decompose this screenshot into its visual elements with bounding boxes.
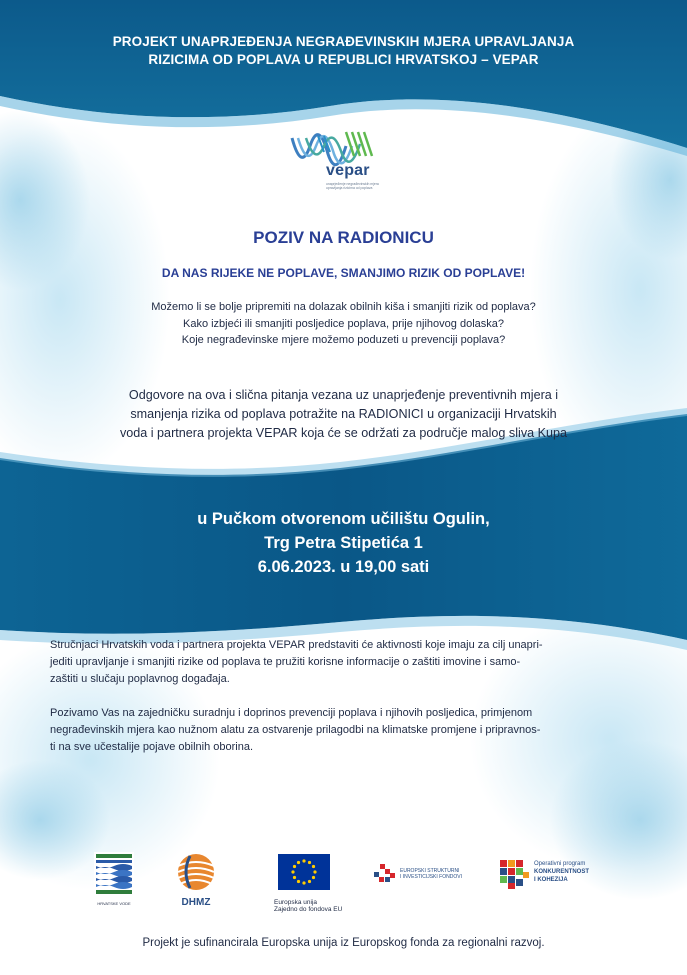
dhmz-globe-icon	[172, 852, 220, 892]
paragraph-2-line-3: ti na sve učestalije pojave obilnih oborina.	[50, 741, 254, 753]
questions-block	[0, 299, 687, 349]
dhmz-logo	[172, 852, 222, 908]
question-2: Kako izbjeći ili smanjiti posljedice poplava, prije njihovog dolaska?	[182, 317, 504, 330]
vepar-logo	[288, 126, 400, 206]
esif-checker-icon	[374, 864, 396, 886]
project-title-line-2: RIZICIMA OD POPLAVA U REPUBLICI HRVATSKOJ – VEPAR	[148, 52, 539, 67]
intro-line-3: voda i partnera projekta VEPAR koja će se održati za područje malog sliva Kupa	[119, 426, 568, 440]
paragraph-1-line-1: Stručnjaci Hrvatskih voda i partnera projekta VEPAR predstaviti će aktivnosti koje imaju za cilj unapri-	[50, 639, 543, 651]
event-datetime: 6.06.2023. u 19,00 sati	[257, 558, 430, 576]
eu-flag-icon	[278, 854, 330, 890]
project-title	[40, 33, 647, 69]
paragraph-2-line-2: negrađevinskih mjera kao nužnom alatu za ostvarenje prilagodbi na klimatske promjene i pripravnos-	[50, 724, 541, 736]
body-paragraph-2	[50, 705, 637, 756]
eu-label-line-2: Zajedno do fondova EU	[274, 906, 343, 913]
op-kik-line-2: KONKURENTNOST	[534, 869, 589, 875]
op-kik-mosaic-icon	[500, 860, 530, 890]
question-3: Koje negrađevinske mjere možemo poduzeti u prevenciji poplava?	[181, 334, 506, 346]
paragraph-1-line-3: zaštiti u slučaju poplavnog događaja.	[50, 673, 230, 685]
eu-logo	[274, 854, 354, 920]
invitation-subtitle: DA NAS RIJEKE NE POPLAVE, SMANJIMO RIZIK OD POPLAVE!	[161, 266, 526, 280]
esif-label-line-2: I INVESTICIJSKI FONDOVI	[400, 874, 462, 880]
dhmz-label: DHMZ	[181, 897, 211, 908]
body-paragraph-1	[50, 637, 637, 688]
hrvatske-vode-icon	[94, 852, 134, 896]
esif-label-line-1: EUROPSKI STRUKTURNI	[400, 868, 460, 874]
paragraph-2-line-1: Pozivamo Vas na zajedničku suradnju i doprinos prevenciji poplava i njihovih posljedica, primjenom	[50, 707, 533, 719]
partner-logos	[0, 848, 687, 928]
intro-paragraph	[0, 386, 687, 443]
paragraph-1-line-2: jediti upravljanje i smanjiti rizike od poplava te pružiti korisne informacije o zaštiti imovine i samo-	[50, 656, 521, 668]
event-venue: u Pučkom otvorenom učilištu Ogulin,	[197, 510, 490, 528]
event-details	[0, 507, 687, 579]
invitation-title: POZIV NA RADIONICU	[253, 228, 434, 247]
project-title-line-1: PROJEKT UNAPRJEĐENJA NEGRAĐEVINSKIH MJERA UPRAVLJANJA	[112, 34, 575, 49]
hrvatske-vode-label: HRVATSKE VODE	[97, 901, 131, 906]
op-kik-line-1: Operativni program	[534, 861, 586, 867]
eu-label-line-1: Europska unija	[274, 899, 317, 906]
op-kik-line-3: I KOHEZIJA	[534, 877, 568, 883]
op-kik-logo	[500, 858, 610, 898]
intro-line-1: Odgovore na ova i slična pitanja vezana uz unaprjeđenje preventivnih mjera i	[128, 388, 559, 402]
vepar-wordmark: vepar	[326, 162, 370, 179]
esif-logo	[374, 862, 470, 892]
hrvatske-vode-logo	[94, 852, 134, 904]
question-1: Možemo li se bolje pripremiti na dolazak obilnih kiša i smanjiti rizik od poplava?	[151, 301, 536, 313]
footer-cofinancing: Projekt je sufinancirala Europska unija iz Europskog fonda za regionalni razvoj.	[142, 937, 545, 949]
intro-line-2: smanjenja rizika od poplava potražite na RADIONICI u organizaciji Hrvatskih	[130, 407, 557, 421]
vepar-tagline: unaprjeđenje negrađevinskih mjera upravljanja rizicima od poplava	[326, 182, 379, 190]
event-address: Trg Petra Stipetića 1	[264, 534, 423, 552]
